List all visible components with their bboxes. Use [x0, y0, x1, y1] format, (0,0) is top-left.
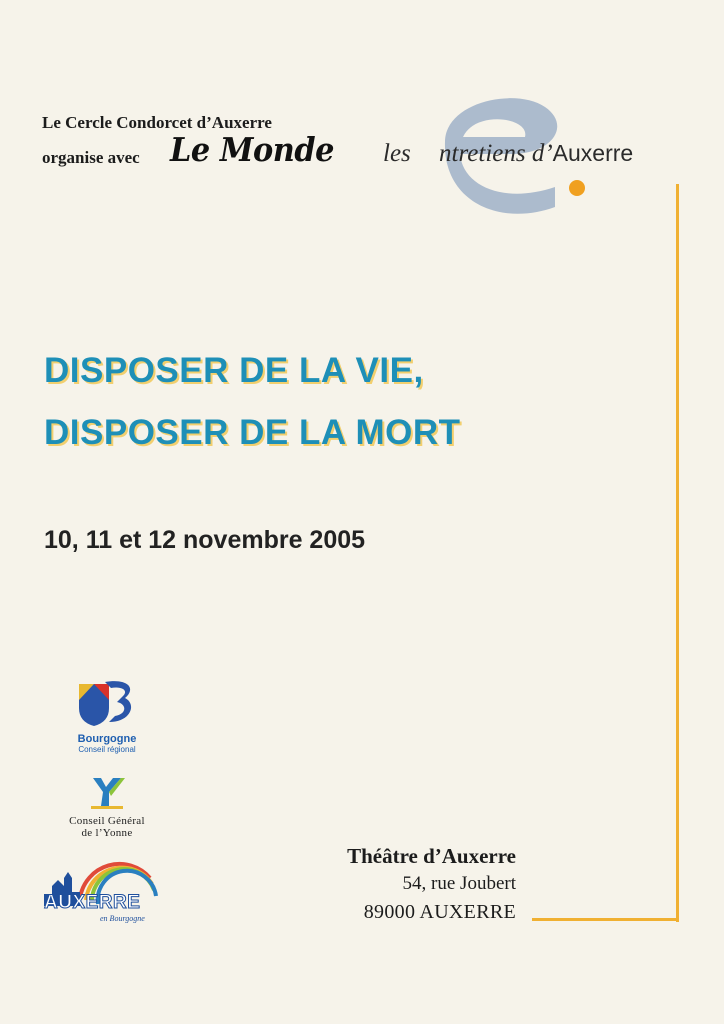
entretiens-title — [383, 140, 633, 168]
accent-rule-horizontal — [532, 918, 679, 921]
le-monde-logo: Le Monde — [170, 130, 335, 169]
title-line-1: DISPOSER DE LA VIE, — [44, 351, 424, 390]
venue-street: 54, rue Joubert — [402, 873, 516, 894]
entretiens-middle: ntretiens d’ — [439, 140, 553, 167]
bourgogne-logo — [62, 678, 152, 754]
entretiens-city: Auxerre — [552, 140, 634, 166]
yonne-y-icon — [87, 774, 127, 810]
title-line-2: DISPOSER DE LA MORT — [44, 413, 461, 452]
auxerre-city-logo — [40, 858, 170, 928]
yonne-line2: de l’Yonne — [81, 827, 133, 839]
event-dates: 10, 11 et 12 novembre 2005 — [44, 526, 366, 554]
venue-name: Théâtre d’Auxerre — [347, 844, 516, 868]
organizer-with: organise avec — [42, 148, 140, 167]
bourgogne-sub: Conseil régional — [78, 745, 136, 754]
conseil-yonne-logo — [42, 774, 172, 839]
auxerre-sub: en Bourgogne — [100, 914, 145, 923]
bourgogne-name: Bourgogne — [77, 733, 137, 745]
organizer-text: Le Cercle Condorcet d’Auxerre — [42, 113, 272, 132]
entretiens-prefix: les — [383, 140, 411, 167]
venue-block — [260, 842, 516, 926]
auxerre-name: AUXERRE — [44, 892, 141, 913]
venue-city: 89000 AUXERRE — [363, 901, 516, 923]
main-title — [44, 340, 461, 464]
accent-rule-vertical — [676, 184, 679, 922]
bourgogne-shield-icon — [75, 678, 139, 728]
yonne-line1: Conseil Général — [69, 815, 145, 827]
